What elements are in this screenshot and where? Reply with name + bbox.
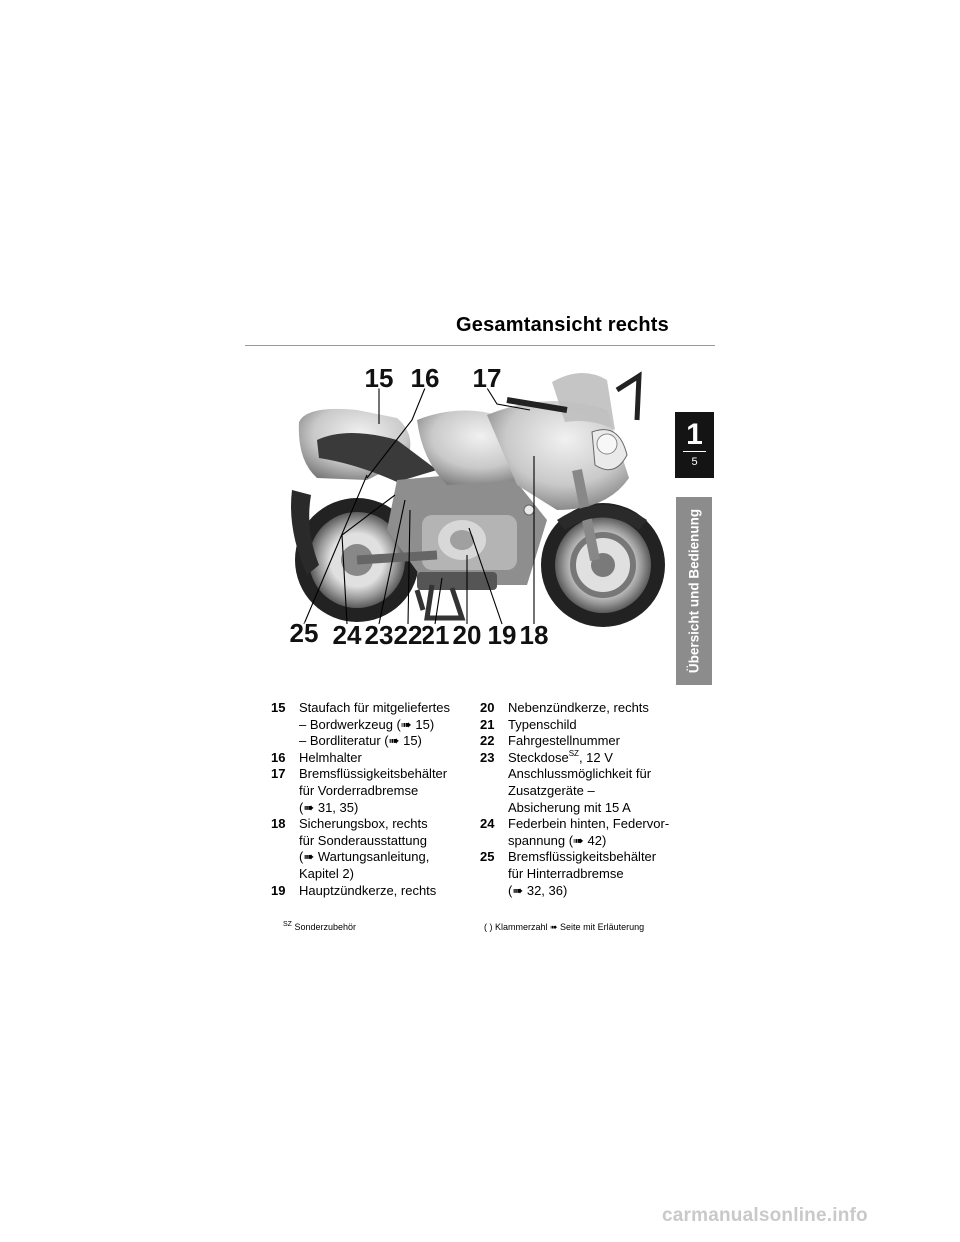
legend-line: Absicherung mit 15 A (508, 799, 631, 815)
legend-line: Nebenzündkerze, rechts (508, 700, 649, 715)
legend-line: Bremsflüssigkeitsbehälter (508, 849, 657, 865)
legend-line: (➠ Wartungsanleitung, (299, 849, 430, 865)
legend-line: für Vorderradbremse (299, 782, 419, 798)
callout-24: 24 (332, 620, 362, 650)
legend-line: Zusatzgeräte – (508, 782, 595, 798)
callout-15: 15 (364, 363, 394, 393)
callout-20: 20 (452, 620, 482, 650)
motorcycle-photo (247, 360, 707, 660)
page-title: Gesamtansicht rechts (456, 314, 669, 336)
legend-number: 18 (271, 816, 286, 832)
page-number: 5 (691, 456, 698, 468)
callout-19: 19 (487, 620, 517, 650)
callout-18: 18 (519, 620, 549, 650)
legend-number: 22 (480, 733, 495, 749)
legend-left (271, 700, 471, 899)
legend-item-21 (480, 717, 695, 734)
callout-17: 17 (472, 363, 502, 393)
legend-number: 24 (480, 816, 495, 832)
legend-item-18 (271, 816, 471, 882)
legend-line: – Bordliteratur (➠ 15) (299, 733, 422, 749)
legend-line: für Hinterradbremse (508, 865, 624, 881)
legend-line: Fahrgestellnummer (508, 733, 620, 749)
legend-line: Anschlussmöglichkeit für (508, 766, 652, 782)
legend-number: 21 (480, 716, 495, 732)
legend-number: 19 (271, 882, 286, 898)
callout-23: 23 (364, 620, 394, 650)
legend-item-23 (480, 750, 695, 816)
legend-item-15 (271, 700, 471, 750)
legend-line: für Sonderausstattung (299, 832, 427, 848)
legend-number: 16 (271, 749, 286, 765)
legend-line: Typenschild (508, 716, 577, 732)
legend-number: 17 (271, 766, 286, 782)
legend-line: Bremsflüssigkeitsbehälter (299, 766, 448, 782)
legend-line: Sicherungsbox, rechts (299, 816, 428, 832)
legend-item-20 (480, 700, 695, 717)
footnote-page-reference: ( ) Klammerzahl ➠ Seite mit Erläuterung (484, 922, 645, 932)
legend-item-17 (271, 766, 471, 816)
legend-line (508, 750, 695, 767)
legend-text: Steckdose (508, 749, 569, 765)
legend-line: (➠ 31, 35) (299, 799, 359, 815)
legend-number: 25 (480, 849, 495, 865)
legend-number: 15 (271, 700, 286, 715)
legend-text-suffix: , 12 V (578, 749, 613, 765)
callout-16: 16 (410, 363, 440, 393)
side-label: Übersicht und Bedienung (686, 508, 702, 674)
legend-line: Staufach für mitgeliefertes (299, 700, 451, 715)
footnote-sup: SZ (283, 921, 292, 928)
legend-line: spannung (➠ 42) (508, 832, 607, 848)
chapter-number: 1 (686, 418, 703, 451)
legend-item-25 (480, 849, 695, 899)
legend-line: – Bordwerkzeug (➠ 15) (299, 716, 435, 732)
callout-25: 25 (289, 618, 319, 648)
legend-item-19 (271, 883, 471, 900)
callout-21: 21 (420, 620, 450, 650)
legend-line: Helmhalter (299, 749, 362, 765)
legend-item-22 (480, 733, 695, 750)
legend-right (480, 700, 695, 899)
watermark: carmanualsonline.info (662, 1205, 868, 1226)
legend-item-16 (271, 750, 471, 767)
legend-number: 23 (480, 749, 495, 765)
legend-line: (➠ 32, 36) (508, 882, 568, 898)
title-rule (245, 345, 715, 346)
callout-22: 22 (393, 620, 423, 650)
legend-number: 20 (480, 700, 495, 715)
footnote-special-accessory (283, 922, 356, 932)
legend-item-24 (480, 816, 695, 849)
special-accessory-mark: SZ (568, 748, 579, 758)
legend-line: Kapitel 2) (299, 865, 354, 881)
legend-line: Hauptzündkerze, rechts (299, 882, 437, 898)
legend-line: Federbein hinten, Federvor- (508, 816, 670, 832)
footnote-text: Sonderzubehör (294, 922, 357, 932)
